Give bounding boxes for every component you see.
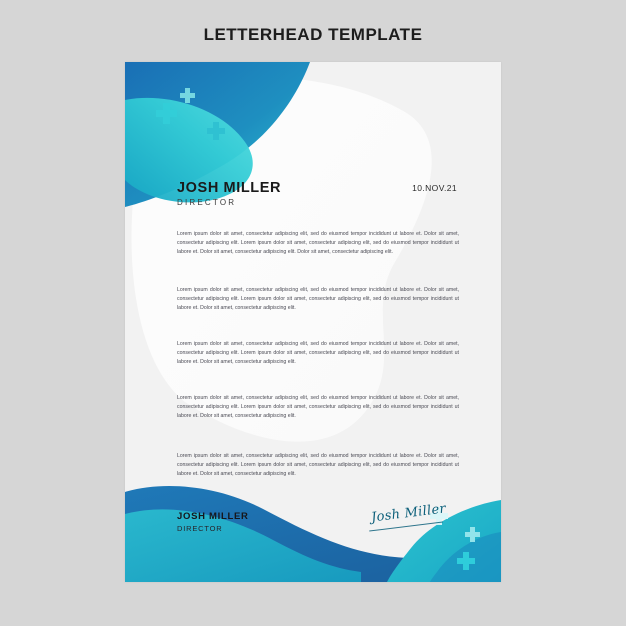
body-paragraph: Lorem ipsum dolor sit amet, consectetur adipiscing elit, sed do eiusmod tempor incididunt ut labore et. Dolor sit amet, consectetur adipiscing elit. Lorem ipsum dolor sit amet, consectetur adipiscing elit, sed do eiusmod tempor incididunt ut labore et. Dolor sit amet, consectetur adipiscing elit. [177,287,459,312]
letter-content [125,62,501,582]
body-paragraph: Lorem ipsum dolor sit amet, consectetur adipiscing elit, sed do eiusmod tempor incididunt ut labore et. Dolor sit amet, consectetur adipiscing elit. Lorem ipsum dolor sit amet, consectetur adipiscing elit, sed do eiusmod tempor incididunt ut labore et. Dolor sit amet, consectetur adipiscing elit. [177,453,459,478]
footer-name: JOSH MILLER [177,511,249,522]
letter-date: 10.NOV.21 [412,183,457,193]
body-paragraph: Lorem ipsum dolor sit amet, consectetur adipiscing elit, sed do eiusmod tempor incididunt ut labore et. Dolor sit amet, consectetur adipiscing elit. Lorem ipsum dolor sit amet, consectetur adipiscing elit, sed do eiusmod tempor incididunt ut labore et. Dolor sit amet, consectetur adipiscing elit. [177,395,459,420]
signature: Josh Miller [370,501,447,526]
letterhead-sheet [125,62,501,582]
sender-role: DIRECTOR [177,198,237,207]
page-title: LETTERHEAD TEMPLATE [203,25,423,44]
body-paragraph: Lorem ipsum dolor sit amet, consectetur adipiscing elit, sed do eiusmod tempor incididunt ut labore et. Dolor sit amet, consectetur adipiscing elit. Lorem ipsum dolor sit amet, consectetur adipiscing elit, sed do eiusmod tempor incididunt ut labore et. Dolor sit amet, consectetur adipiscing elit. Dolor sit amet, consectetur adipiscing elit. [177,231,459,256]
footer-role: DIRECTOR [177,524,223,533]
sender-name: JOSH MILLER [177,180,282,196]
body-paragraph: Lorem ipsum dolor sit amet, consectetur adipiscing elit, sed do eiusmod tempor incididunt ut labore et. Dolor sit amet, consectetur adipiscing elit. Lorem ipsum dolor sit amet, consectetur adipiscing elit, sed do eiusmod tempor incididunt ut labore et. Dolor sit amet, consectetur adipiscing elit. [177,341,459,366]
